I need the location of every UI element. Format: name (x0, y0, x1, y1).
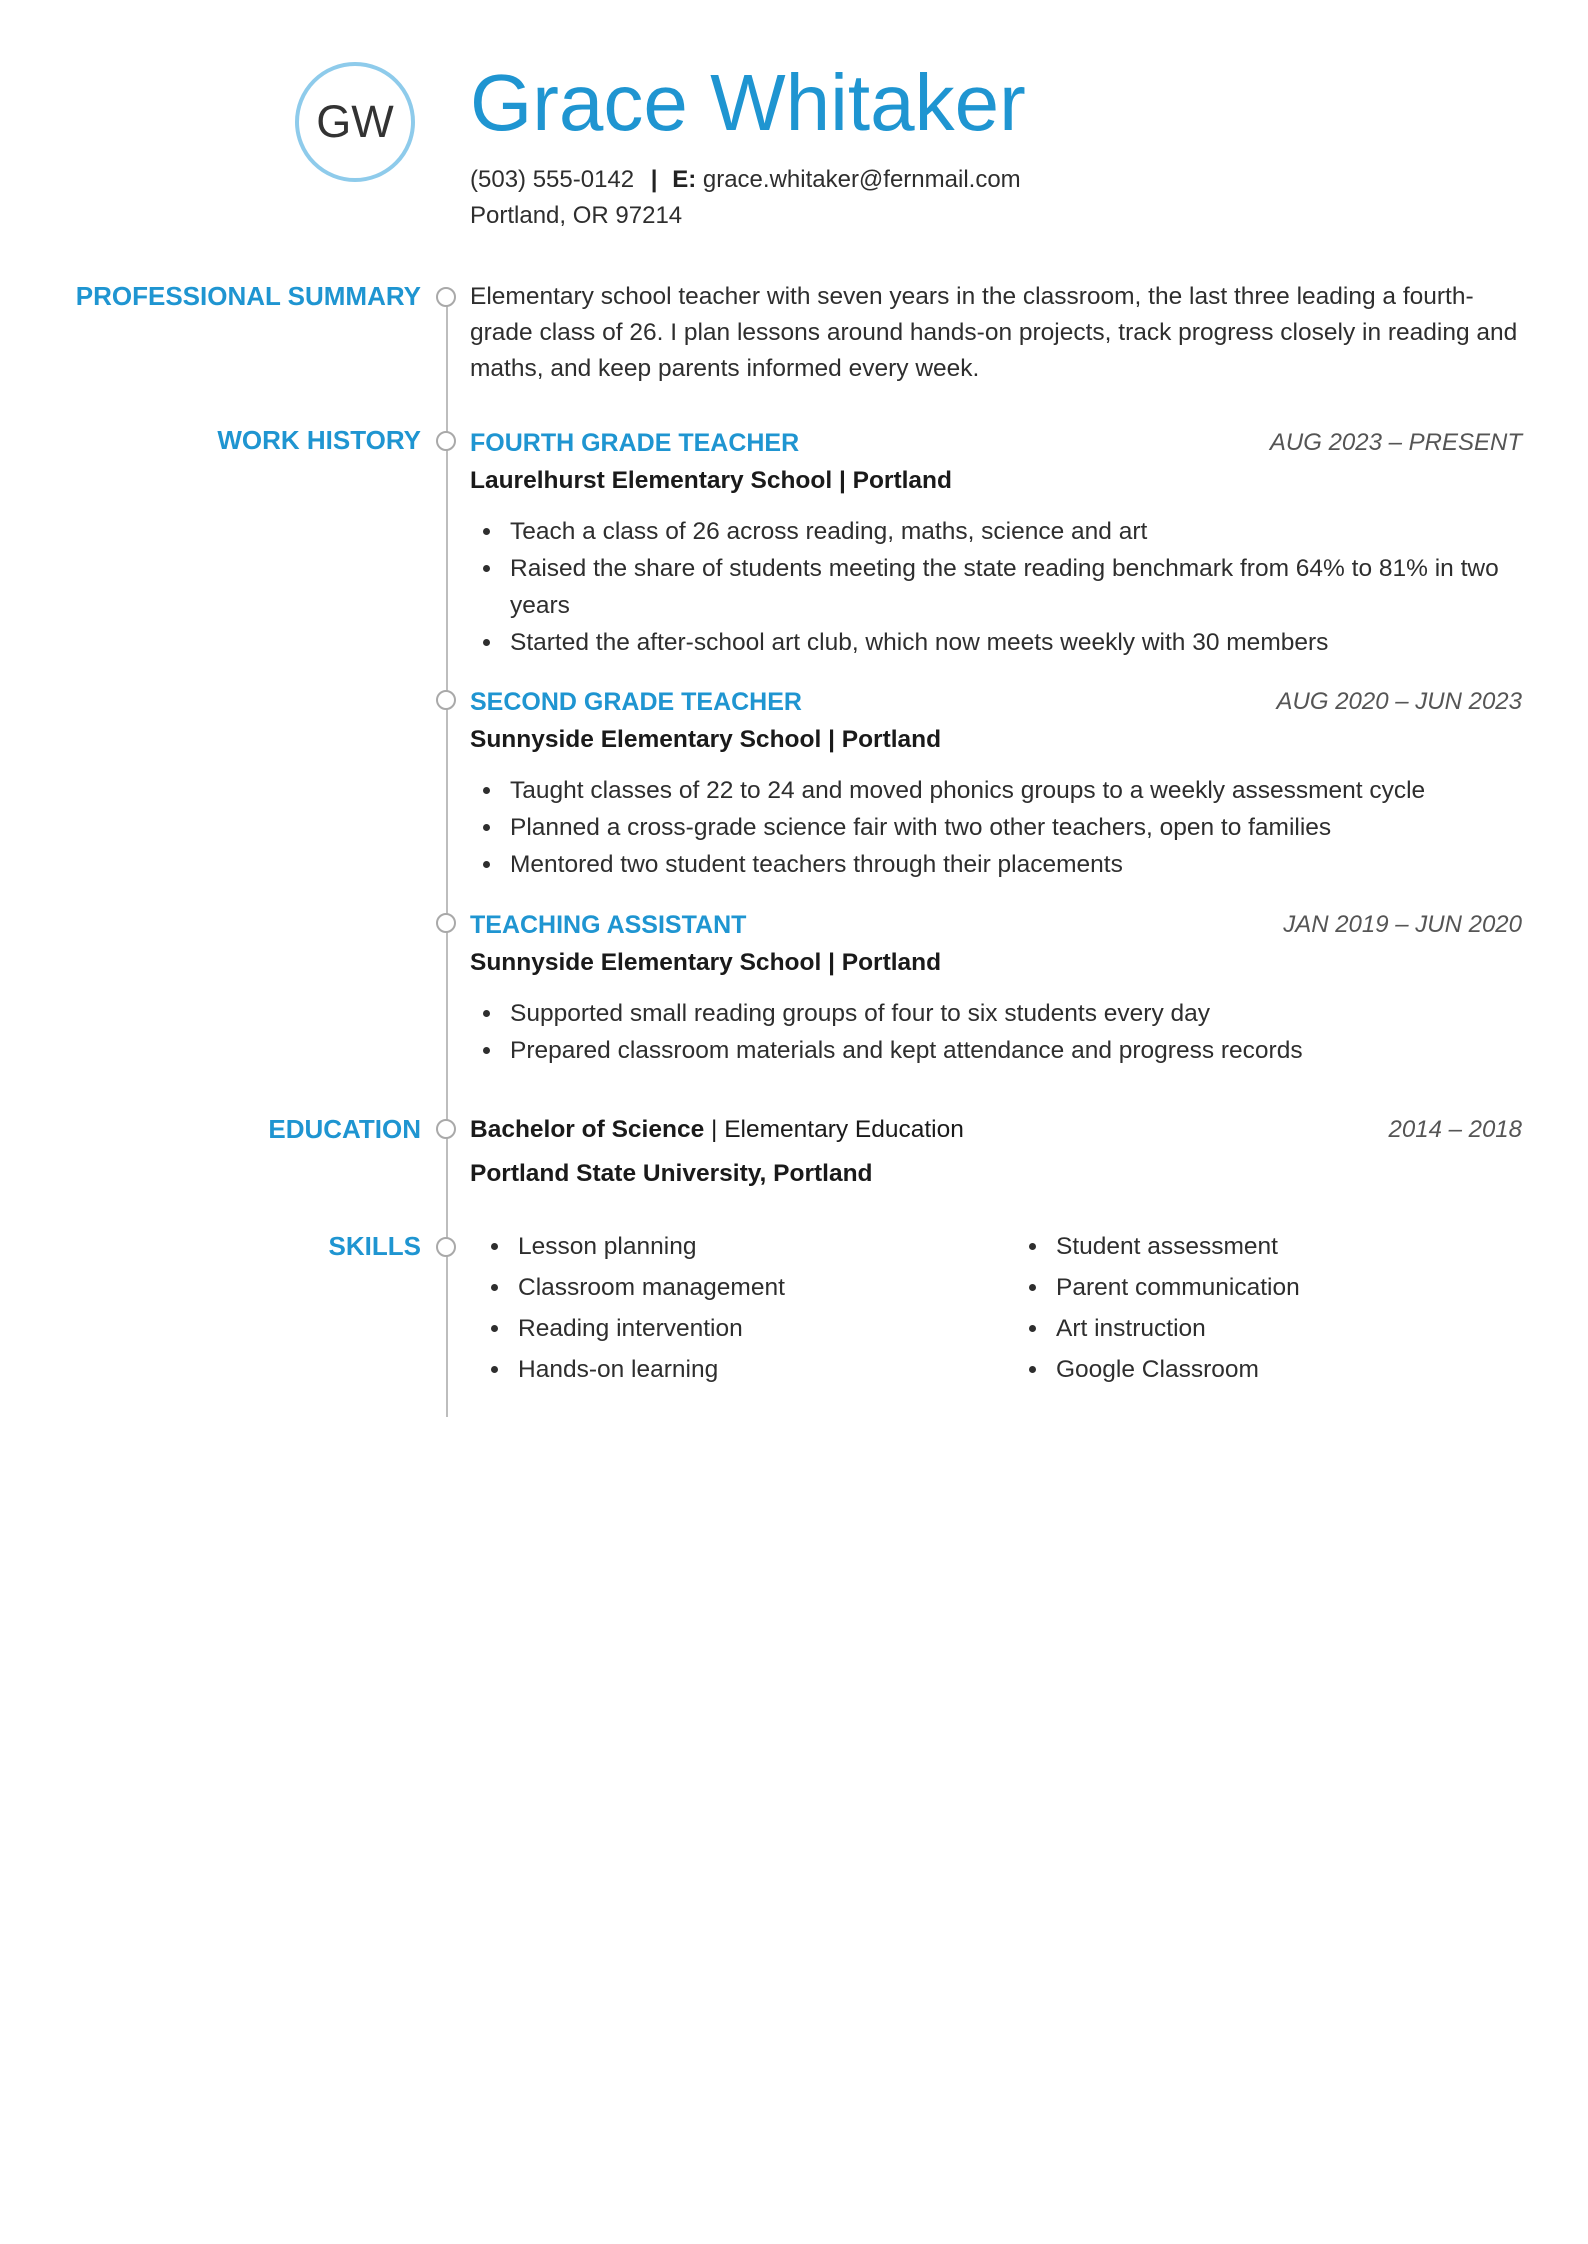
job-employer: Sunnyside Elementary School | Portland (470, 726, 942, 753)
education-entry (470, 1112, 1522, 1192)
education-degree-line (470, 1112, 964, 1148)
skills-list (470, 1226, 1522, 1390)
job-title: FOURTH GRADE TEACHER (470, 429, 800, 457)
job-header (470, 425, 1522, 461)
list-item: Planned a cross-grade science fair with two other teachers, open to families (510, 809, 1522, 846)
job-bullets (470, 772, 1522, 883)
education-degree: Bachelor of Science (470, 1116, 705, 1143)
list-item: Raised the share of students meeting the state reading benchmark from 64% to 81% in two years (510, 550, 1522, 624)
section-title-skills: SKILLS (328, 1231, 421, 1261)
education-header (470, 1112, 1522, 1148)
list-item: Prepared classroom materials and kept attendance and progress records (510, 1032, 1522, 1069)
job-dates: AUG 2023 – PRESENT (1269, 429, 1522, 456)
job-employer: Laurelhurst Elementary School | Portland (470, 467, 952, 494)
list-item: Hands-on learning (518, 1349, 1008, 1390)
job-entry (470, 907, 1522, 1069)
timeline-dot-job-1 (436, 431, 456, 451)
list-item: Art instruction (1056, 1308, 1488, 1349)
skills-column-left (470, 1226, 1008, 1390)
job-dates: AUG 2020 – JUN 2023 (1276, 688, 1522, 715)
section-title-summary: PROFESSIONAL SUMMARY (75, 281, 421, 311)
contact-line-1 (470, 162, 1021, 198)
email-label: E: (672, 166, 697, 193)
phone-number: (503) 555-0142 (470, 166, 635, 193)
monogram-avatar: GW (295, 62, 415, 182)
timeline-dot-summary (436, 287, 456, 307)
job-header (470, 684, 1522, 720)
email-address: grace.whitaker@fernmail.com (702, 166, 1021, 193)
section-title-work-history: WORK HISTORY (217, 425, 421, 455)
summary-text: Elementary school teacher with seven years in the classroom, the last three leading a fourth-grade class of 26. I plan lessons around hands-on projects, track progress closely in reading and maths, and keep parents informed every week. (470, 283, 1518, 382)
list-item: Teach a class of 26 across reading, maths, science and art (510, 513, 1522, 550)
job-header (470, 907, 1522, 943)
job-title: SECOND GRADE TEACHER (470, 688, 802, 716)
education-separator: | (704, 1116, 725, 1143)
education-dates: 2014 – 2018 (1388, 1116, 1522, 1143)
job-title: TEACHING ASSISTANT (470, 911, 747, 939)
timeline-dot-job-3 (436, 913, 456, 933)
skills-column-right (1008, 1226, 1488, 1390)
section-title-education: EDUCATION (268, 1114, 421, 1144)
list-item: Parent communication (1056, 1267, 1488, 1308)
job-employer: Sunnyside Elementary School | Portland (470, 949, 942, 976)
address: Portland, OR 97214 (470, 202, 683, 229)
list-item: Lesson planning (518, 1226, 1008, 1267)
list-item: Started the after-school art club, which now meets weekly with 30 members (510, 624, 1522, 661)
job-bullets (470, 513, 1522, 661)
job-entry (470, 425, 1522, 661)
list-item: Taught classes of 22 to 24 and moved phonics groups to a weekly assessment cycle (510, 772, 1522, 809)
job-entry (470, 684, 1522, 883)
list-item: Classroom management (518, 1267, 1008, 1308)
timeline-dot-job-2 (436, 690, 456, 710)
list-item: Reading intervention (518, 1308, 1008, 1349)
list-item: Google Classroom (1056, 1349, 1488, 1390)
education-field: Elementary Education (724, 1116, 964, 1143)
education-school: Portland State University, Portland (470, 1160, 873, 1187)
job-bullets (470, 995, 1522, 1069)
timeline-dot-skills (436, 1237, 456, 1257)
list-item: Student assessment (1056, 1226, 1488, 1267)
contact-block (470, 162, 1021, 234)
candidate-name: Grace Whitaker (470, 58, 1026, 147)
timeline-dot-education (436, 1119, 456, 1139)
list-item: Mentored two student teachers through their placements (510, 846, 1522, 883)
skills-grid (470, 1226, 1522, 1390)
contact-separator: | (650, 166, 658, 193)
list-item: Supported small reading groups of four to six students every day (510, 995, 1522, 1032)
job-dates: JAN 2019 – JUN 2020 (1283, 911, 1522, 938)
